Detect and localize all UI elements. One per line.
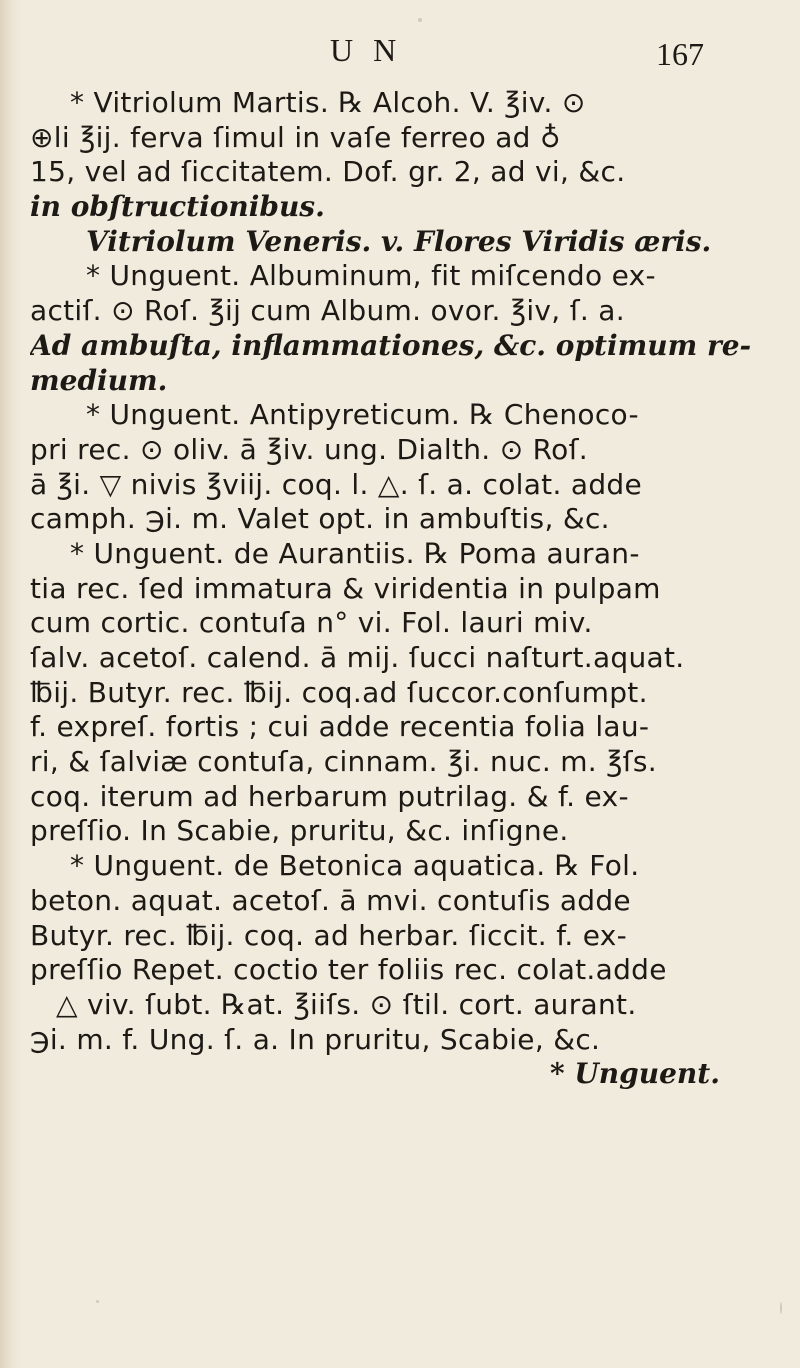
text-line: cum cortic. contuſa n° vi. Fol. lauri miv. xyxy=(30,606,593,640)
text-line: actiſ. ⊙ Roſ. ℥ij cum Album. ovor. ℥iv, ſ. a. xyxy=(30,294,625,328)
text-line: preſſio. In Scabie, pruritu, &c. inſigne. xyxy=(30,814,569,848)
body-text xyxy=(30,86,770,1092)
text-line: Ad ambuſta, inflammationes, &c. optimum re- xyxy=(30,328,752,362)
text-line: ⊕li ℥ij. ferva ſimul in vaſe ferreo ad ♁ xyxy=(30,120,561,154)
paper-speck xyxy=(96,1300,99,1303)
text-line: beton. aquat. acetoſ. ā mvi. contuſis adde xyxy=(30,883,631,917)
text-line: △ viv. ſubt. ℞at. ℥iiſs. ⊙ ſtil. cort. aurant. xyxy=(56,987,637,1021)
text-line: ℔ij. Butyr. rec. ℔ij. coq.ad ſuccor.conſumpt. xyxy=(30,675,648,709)
catchword: * Unguent. xyxy=(550,1057,720,1091)
text-line: ℈i. m. f. Ung. ſ. a. In pruritu, Scabie, &c. xyxy=(30,1022,601,1056)
entry-heading: Vitriolum Veneris. v. Flores Viridis æris. xyxy=(86,224,712,258)
entry-heading: * Unguent. Antipyreticum. ℞ Chenoco- xyxy=(86,398,639,432)
text-line: 15, vel ad ſiccitatem. Dof. gr. 2, ad vi, &c. xyxy=(30,155,626,189)
text-line: ri, & ſalviæ contuſa, cinnam. ℥i. nuc. m. ℥ſs. xyxy=(30,745,657,779)
text-line: tia rec. ſed immatura & viridentia in pulpam xyxy=(30,571,661,605)
running-head xyxy=(0,26,800,86)
page-number: 167 xyxy=(656,36,704,72)
paper-speck xyxy=(780,1302,782,1314)
entry-heading: * Unguent. de Aurantiis. ℞ Poma auran- xyxy=(70,536,640,570)
text-line: pri rec. ⊙ oliv. ā ℥iv. ung. Dialth. ⊙ Roſ. xyxy=(30,432,588,466)
entry-heading: * Unguent. de Betonica aquatica. ℞ Fol. xyxy=(70,849,640,883)
text-line: in obſtructionibus. xyxy=(30,190,325,224)
paper-speck xyxy=(418,18,422,22)
text-line: * Vitriolum Martis. ℞ Alcoh. V. ℥iv. ⊙ xyxy=(70,86,586,119)
text-line: ā ℥i. ▽ nivis ℥viij. coq. l. △. ſ. a. colat. adde xyxy=(30,467,642,501)
text-line: Butyr. rec. ℔ij. coq. ad herbar. ſiccit. f. ex- xyxy=(30,918,628,952)
text-line: ſalv. acetoſ. calend. ā mij. ſucci naſturt.aquat. xyxy=(30,641,685,674)
running-head-title: U N xyxy=(330,32,403,68)
text-line: f. expreſ. fortis ; cui adde recentia folia lau- xyxy=(30,710,650,744)
text-line: preſſio Repet. coctio ter foliis rec. colat.adde xyxy=(30,953,667,987)
entry-heading: * Unguent. Albuminum, fit miſcendo ex- xyxy=(86,259,656,293)
text-line: medium. xyxy=(30,363,168,397)
text-line: coq. iterum ad herbarum putrilag. & f. ex- xyxy=(30,779,629,813)
text-line: camph. ℈i. m. Valet opt. in ambuſtis, &c. xyxy=(30,502,610,536)
page-gutter-shadow xyxy=(0,0,22,1368)
